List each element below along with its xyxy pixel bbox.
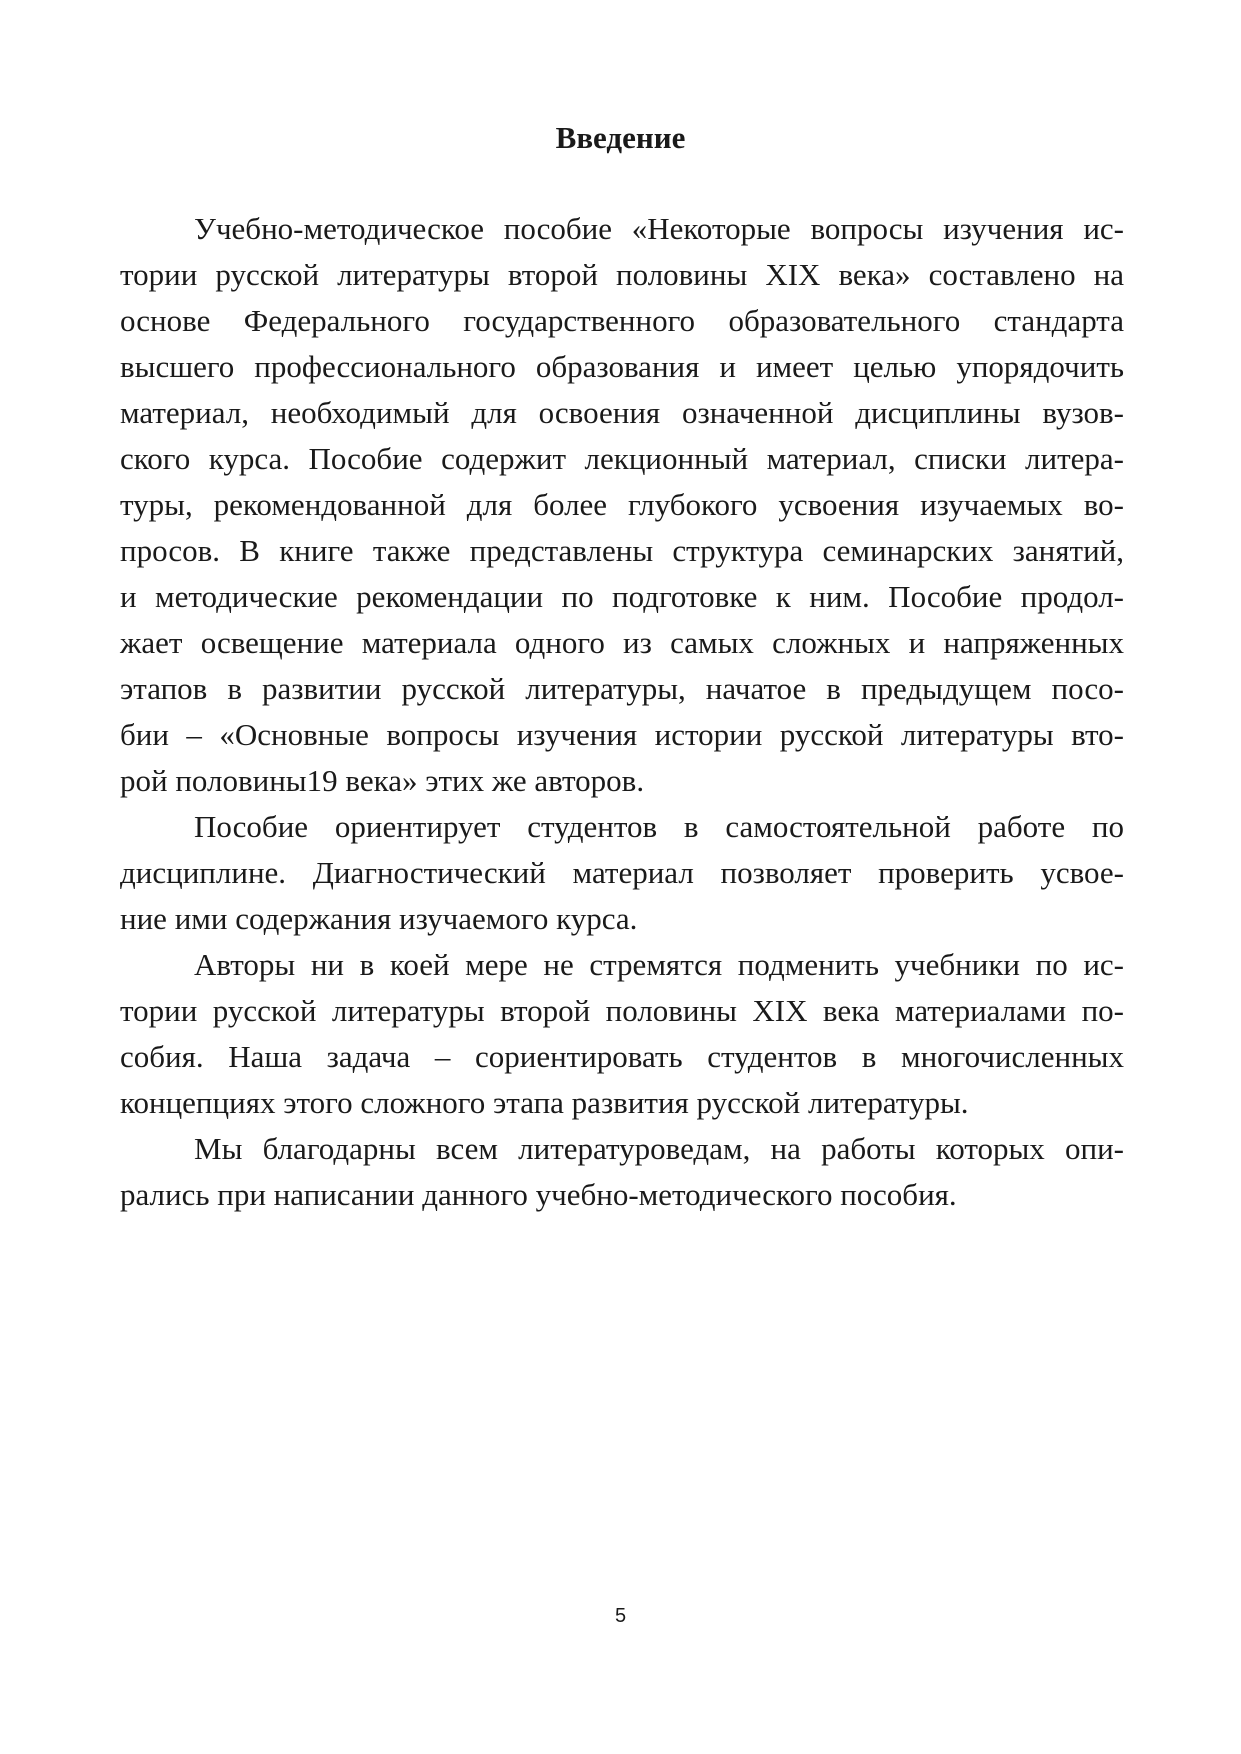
text-line: этапов в развитии русской литературы, начатое в предыдущем посо- (120, 671, 1124, 706)
text-line: туры, рекомендованной для более глубокого усвоения изучаемых во- (120, 487, 1124, 522)
text-line: просов. В книге также представлены структура семинарских занятий, (120, 533, 1124, 568)
paragraph-4 (120, 1126, 1124, 1218)
paragraph-2 (120, 804, 1124, 942)
body-text (120, 206, 1124, 1218)
text-line: концепциях этого сложного этапа развития русской литературы. (120, 1085, 969, 1120)
text-line: рались при написании данного учебно-методического пособия. (120, 1177, 957, 1212)
text-line: тории русской литературы второй половины XIX века материалами по- (120, 993, 1124, 1028)
text-line: высшего профессионального образования и имеет целью упорядочить (120, 349, 1124, 384)
text-line: ского курса. Пособие содержит лекционный материал, списки литера- (120, 441, 1124, 476)
text-line: основе Федерального государственного образовательного стандарта (120, 303, 1124, 338)
page-title: Введение (555, 120, 686, 155)
text-line: дисциплине. Диагностический материал позволяет проверить усвое- (120, 855, 1124, 890)
text-line: Пособие ориентирует студентов в самостоятельной работе по (194, 809, 1124, 844)
text-line: Учебно-методическое пособие «Некоторые вопросы изучения ис- (194, 211, 1124, 246)
paragraph-1 (120, 206, 1124, 804)
text-line: собия. Наша задача – сориентировать студентов в многочисленных (120, 1039, 1124, 1074)
text-line: Авторы ни в коей мере не стремятся подменить учебники по ис- (194, 947, 1124, 982)
page-number: 5 (614, 1605, 627, 1627)
text-line: и методические рекомендации по подготовке к ним. Пособие продол- (120, 579, 1124, 614)
text-line: Мы благодарны всем литературоведам, на работы которых опи- (194, 1131, 1124, 1166)
text-line: бии – «Основные вопросы изучения истории русской литературы вто- (120, 717, 1124, 752)
text-line: материал, необходимый для освоения означенной дисциплины вузов- (120, 395, 1124, 430)
text-line: рой половины19 века» этих же авторов. (120, 763, 645, 798)
text-line: жает освещение материала одного из самых сложных и напряженных (120, 625, 1124, 660)
text-line: ние ими содержания изучаемого курса. (120, 901, 638, 936)
text-line: тории русской литературы второй половины XIX века» составлено на (120, 257, 1124, 292)
paragraph-3 (120, 942, 1124, 1126)
